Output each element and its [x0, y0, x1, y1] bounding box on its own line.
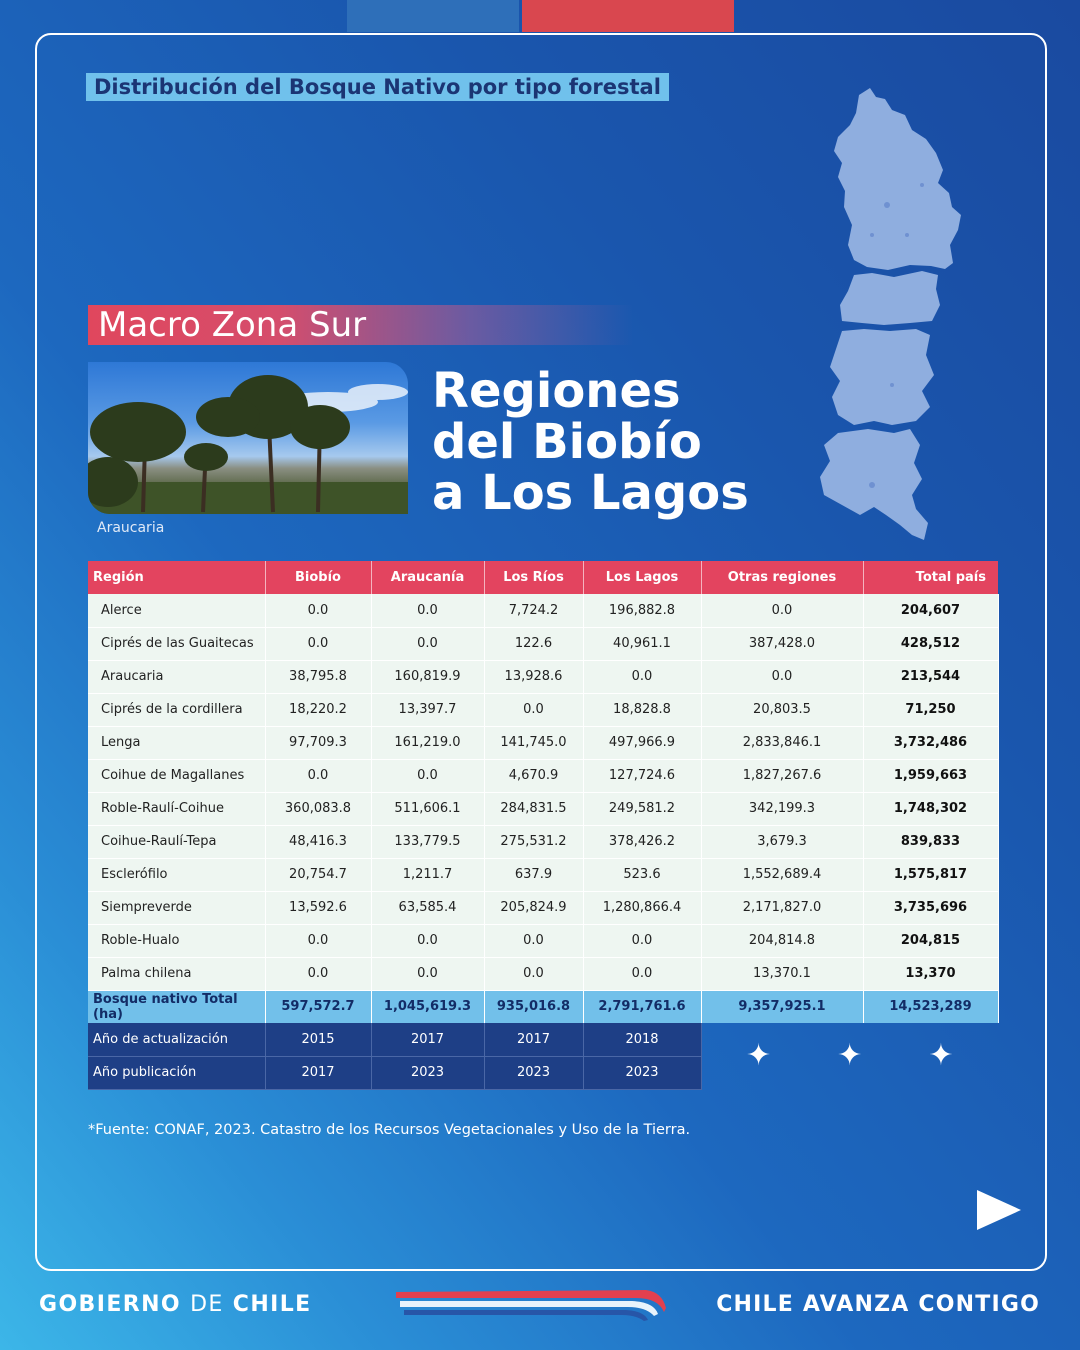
table-row — [88, 924, 998, 957]
sparkle-icon: ✦ — [746, 1038, 772, 1073]
table-cell: 20,754.7 — [265, 858, 371, 891]
table-cell: Roble-Raulí-Coihue — [88, 792, 265, 825]
table-cell: 2,833,846.1 — [701, 726, 863, 759]
table-cell: 18,220.2 — [265, 693, 371, 726]
table-cell: 0.0 — [265, 759, 371, 792]
table-cell: 161,219.0 — [371, 726, 484, 759]
map-illustration — [812, 85, 967, 550]
zone-label-banner — [88, 305, 633, 345]
table-cell: 0.0 — [265, 627, 371, 660]
table-cell: 249,581.2 — [583, 792, 701, 825]
table-cell: 13,370.1 — [701, 957, 863, 990]
column-header: Los Lagos — [583, 561, 701, 594]
table-cell: 342,199.3 — [701, 792, 863, 825]
table-cell: 2,171,827.0 — [701, 891, 863, 924]
table-cell: 597,572.7 — [265, 990, 371, 1023]
table-cell: 0.0 — [265, 594, 371, 627]
photo-caption: Araucaria — [97, 520, 165, 536]
table-cell: Bosque nativo Total (ha) — [88, 990, 265, 1023]
table-cell: Ciprés de la cordillera — [88, 693, 265, 726]
table-cell: 0.0 — [701, 594, 863, 627]
table-cell: 0.0 — [265, 957, 371, 990]
table-cell: Alerce — [88, 594, 265, 627]
footer-word: CHILE — [232, 1292, 312, 1317]
table-cell: 160,819.9 — [371, 660, 484, 693]
table-cell: 0.0 — [583, 660, 701, 693]
zone-label: Macro Zona Sur — [98, 305, 367, 345]
table-cell: Año de actualización — [88, 1023, 265, 1056]
update-year-row — [88, 1023, 998, 1056]
footer-slogan: CHILE AVANZA CONTIGO — [716, 1292, 1040, 1317]
total-row — [88, 990, 998, 1023]
table-cell: 1,280,866.4 — [583, 891, 701, 924]
table-cell: 839,833 — [863, 825, 998, 858]
headline-line-1: Regiones — [432, 363, 681, 419]
top-accent-blue — [347, 0, 519, 32]
subtitle: Distribución del Bosque Nativo por tipo forestal — [86, 73, 669, 101]
table-cell: 48,416.3 — [265, 825, 371, 858]
table-cell: Esclerófilo — [88, 858, 265, 891]
top-accent-red — [522, 0, 734, 32]
table-cell: 935,016.8 — [484, 990, 583, 1023]
table-cell: 2017 — [371, 1023, 484, 1056]
table-cell: 428,512 — [863, 627, 998, 660]
table-cell: 637.9 — [484, 858, 583, 891]
column-header: Araucanía — [371, 561, 484, 594]
table-cell: 4,670.9 — [484, 759, 583, 792]
table-cell: 13,928.6 — [484, 660, 583, 693]
table-cell: 0.0 — [583, 957, 701, 990]
table-cell: 1,748,302 — [863, 792, 998, 825]
table-cell: 2018 — [583, 1023, 701, 1056]
table-cell: 2,791,761.6 — [583, 990, 701, 1023]
table-cell: 1,575,817 — [863, 858, 998, 891]
table-cell: 0.0 — [265, 924, 371, 957]
table-cell: 1,045,619.3 — [371, 990, 484, 1023]
table-cell: 0.0 — [484, 957, 583, 990]
table-cell: 63,585.4 — [371, 891, 484, 924]
table-cell: 3,732,486 — [863, 726, 998, 759]
table-cell: 523.6 — [583, 858, 701, 891]
table-cell: Araucaria — [88, 660, 265, 693]
table-row — [88, 957, 998, 990]
column-header: Biobío — [265, 561, 371, 594]
table-cell: Coihue de Magallanes — [88, 759, 265, 792]
table-cell: 511,606.1 — [371, 792, 484, 825]
table-cell: 0.0 — [371, 594, 484, 627]
sparkle-icon: ✦ — [928, 1038, 954, 1073]
table-cell: 127,724.6 — [583, 759, 701, 792]
table-cell: 2015 — [265, 1023, 371, 1056]
headline-line-2: del Biobío — [432, 414, 702, 470]
forest-distribution-table — [88, 561, 999, 1090]
table-cell: Lenga — [88, 726, 265, 759]
column-header: Los Ríos — [484, 561, 583, 594]
table-cell: 387,428.0 — [701, 627, 863, 660]
decorative-stars — [701, 1023, 998, 1089]
table-row — [88, 594, 998, 627]
table-cell: 0.0 — [371, 627, 484, 660]
table-cell: 284,831.5 — [484, 792, 583, 825]
table-row — [88, 891, 998, 924]
table-row — [88, 792, 998, 825]
table-cell: 7,724.2 — [484, 594, 583, 627]
table-cell: Siempreverde — [88, 891, 265, 924]
column-header: Total país — [863, 561, 998, 594]
table-cell: 2017 — [484, 1023, 583, 1056]
table-cell: 20,803.5 — [701, 693, 863, 726]
table-cell: 275,531.2 — [484, 825, 583, 858]
table-row — [88, 627, 998, 660]
table-cell: 0.0 — [371, 759, 484, 792]
flag-swoosh-icon — [396, 1286, 668, 1322]
table-row — [88, 759, 998, 792]
table-cell: 1,959,663 — [863, 759, 998, 792]
table-cell: 497,966.9 — [583, 726, 701, 759]
table-cell: 204,815 — [863, 924, 998, 957]
table-cell: 9,357,925.1 — [701, 990, 863, 1023]
column-header: Región — [88, 561, 265, 594]
footer-government-logo — [39, 1292, 312, 1317]
table-cell: Roble-Hualo — [88, 924, 265, 957]
table-cell: 13,370 — [863, 957, 998, 990]
column-header: Otras regiones — [701, 561, 863, 594]
headline — [432, 363, 812, 521]
table-cell: 141,745.0 — [484, 726, 583, 759]
table-cell: 3,679.3 — [701, 825, 863, 858]
table-cell: 13,592.6 — [265, 891, 371, 924]
table-cell: 205,824.9 — [484, 891, 583, 924]
table-row — [88, 693, 998, 726]
table-cell: 71,250 — [863, 693, 998, 726]
table-cell: 1,211.7 — [371, 858, 484, 891]
table-cell: 38,795.8 — [265, 660, 371, 693]
table-cell: 122.6 — [484, 627, 583, 660]
table-cell: 0.0 — [371, 924, 484, 957]
table-cell: 204,814.8 — [701, 924, 863, 957]
table-cell: Año publicación — [88, 1056, 265, 1089]
table-cell: 1,827,267.6 — [701, 759, 863, 792]
table-header-row — [88, 561, 998, 594]
headline-line-3: a Los Lagos — [432, 465, 749, 521]
table-cell: 0.0 — [484, 924, 583, 957]
table-cell: 14,523,289 — [863, 990, 998, 1023]
table-row — [88, 726, 998, 759]
table-cell: 0.0 — [484, 693, 583, 726]
table-row — [88, 660, 998, 693]
araucaria-photo — [88, 362, 408, 514]
table-row — [88, 825, 998, 858]
table-cell: 204,607 — [863, 594, 998, 627]
table-cell: 2023 — [484, 1056, 583, 1089]
table-cell: 0.0 — [583, 924, 701, 957]
footer-word: DE — [190, 1292, 224, 1317]
table-cell: Coihue-Raulí-Tepa — [88, 825, 265, 858]
table-cell: 360,083.8 — [265, 792, 371, 825]
table-cell: 2017 — [265, 1056, 371, 1089]
next-arrow-icon[interactable] — [975, 1186, 1023, 1234]
table-cell: 3,735,696 — [863, 891, 998, 924]
table-cell: 196,882.8 — [583, 594, 701, 627]
table-cell: Ciprés de las Guaitecas — [88, 627, 265, 660]
table-cell: 0.0 — [371, 957, 484, 990]
table-cell: 0.0 — [701, 660, 863, 693]
table-cell: 213,544 — [863, 660, 998, 693]
table-cell: 2023 — [583, 1056, 701, 1089]
table-cell: 40,961.1 — [583, 627, 701, 660]
table-cell: 133,779.5 — [371, 825, 484, 858]
footer-word: GOBIERNO — [39, 1292, 181, 1317]
sparkle-icon: ✦ — [837, 1038, 863, 1073]
table-cell: Palma chilena — [88, 957, 265, 990]
table-cell: 1,552,689.4 — [701, 858, 863, 891]
table-cell: 378,426.2 — [583, 825, 701, 858]
source-note: *Fuente: CONAF, 2023. Catastro de los Recursos Vegetacionales y Uso de la Tierra. — [88, 1122, 691, 1138]
table-row — [88, 858, 998, 891]
table-cell: 13,397.7 — [371, 693, 484, 726]
table-cell: 97,709.3 — [265, 726, 371, 759]
table-cell: 2023 — [371, 1056, 484, 1089]
table-cell: 18,828.8 — [583, 693, 701, 726]
